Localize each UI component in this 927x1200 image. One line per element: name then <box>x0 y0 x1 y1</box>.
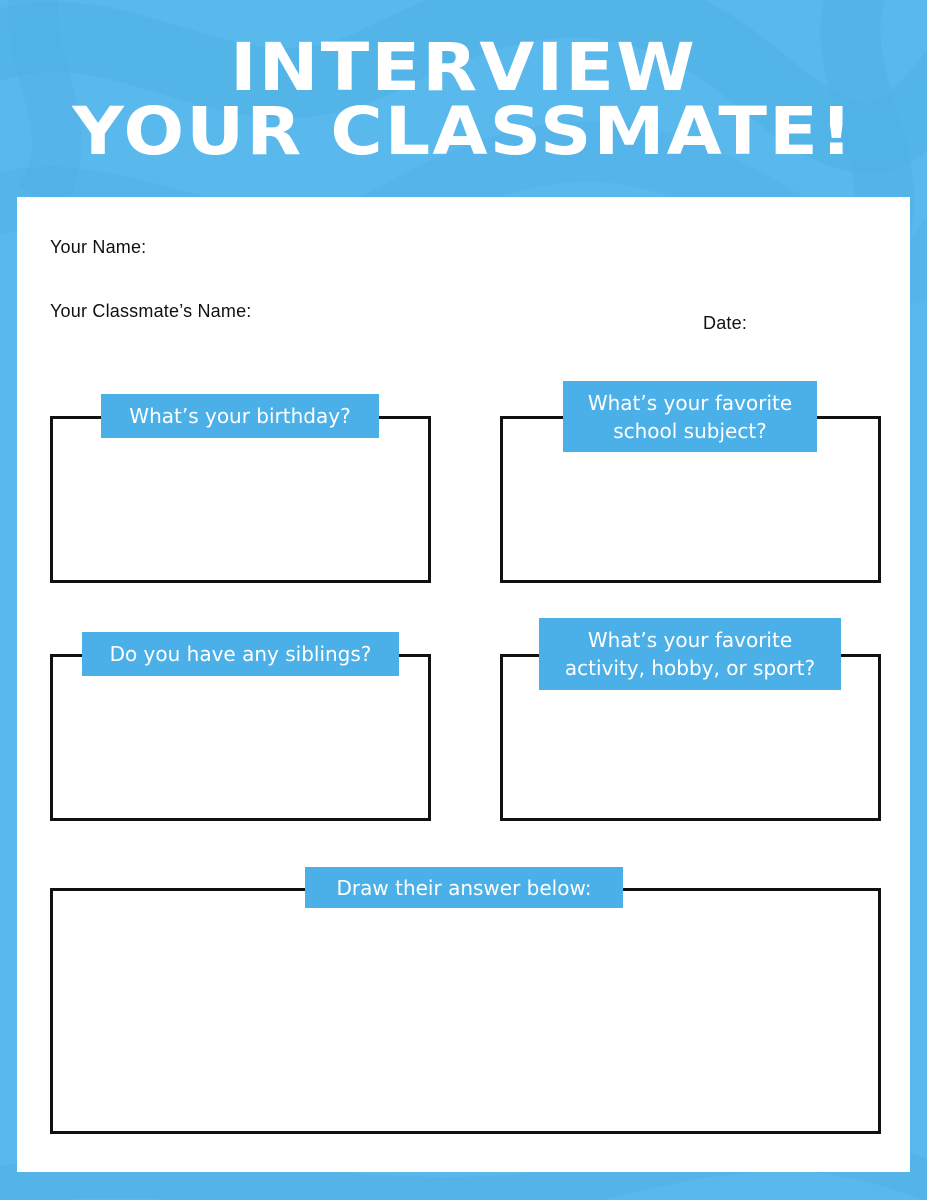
activity-question-tag: What’s your favorite activity, hobby, or sport? <box>539 618 841 690</box>
birthday-answer-box[interactable] <box>50 416 431 583</box>
title-line-2: YOUR CLASSMATE! <box>72 93 855 170</box>
title-line-1: INTERVIEW <box>230 29 697 106</box>
drawing-answer-box[interactable] <box>50 888 881 1134</box>
date-label[interactable]: Date: <box>703 313 748 333</box>
birthday-question-tag: What’s your birthday? <box>101 394 379 438</box>
siblings-question-tag: Do you have any siblings? <box>82 632 399 676</box>
classmate-name-label[interactable]: Your Classmate’s Name: <box>50 301 252 321</box>
siblings-answer-box[interactable] <box>50 654 431 821</box>
worksheet-sheet <box>17 197 910 1172</box>
school-subject-question-tag: What’s your favorite school subject? <box>563 381 817 452</box>
your-name-label[interactable]: Your Name: <box>50 237 147 257</box>
drawing-prompt-tag: Draw their answer below: <box>305 867 623 908</box>
